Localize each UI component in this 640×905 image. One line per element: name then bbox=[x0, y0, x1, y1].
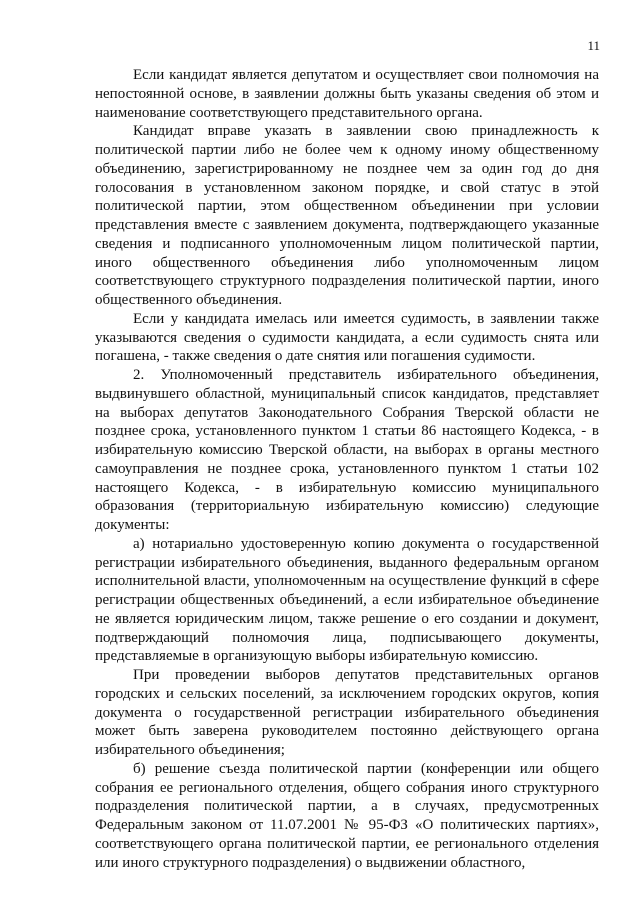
paragraph-item-b: б) решение съезда политической партии (конференции или общего собрания ее регионального отделения, общего собрания иного структурного подразделения политической партии, а в случаях, предусмотренных Федеральным законом от 11.07.2001 № 95-ФЗ «О политических партиях», соответствующего органа политической партии, ее регионального отделения или иного структурного подразделения) о выдвижении областного, bbox=[95, 760, 599, 871]
paragraph-criminal-record: Если у кандидата имелась или имеется судимость, в заявлении также указываются сведения о судимости кандидата, а если судимость снята или погашена, - также сведения о дате снятия или погашения судимости. bbox=[95, 310, 599, 365]
paragraph-item-a: а) нотариально удостоверенную копию документа о государственной регистрации избирательного объединения, выданного федеральным органом исполнительной власти, уполномоченным на осуществление функций в сфере регистрации общественных объединений, а если избирательное объединение не является юридическим лицом, также решение о его создании и документ, подтверждающий полномочия лица, подписывающего документы, представляемые в организующую выборы избирательную комиссию. bbox=[95, 535, 599, 665]
page-number: 11 bbox=[587, 38, 600, 53]
paragraph-deputy-status: Если кандидат является депутатом и осуществляет свои полномочия на непостоянной основе, в заявлении должны быть указаны сведения об этом и наименование соответствующего представительного органа. bbox=[95, 67, 599, 121]
document-body bbox=[95, 66, 599, 872]
paragraph-item-2: 2. Уполномоченный представитель избирательного объединения, выдвинувшего областной, муниципальный список кандидатов, представляет на выборах депутатов Законодательного Собрания Тверской области не позднее срока, установленного пунктом 1 статьи 86 настоящего Кодекса, - в избирательную комиссию Тверской области, на выборах в органы местного самоуправления не позднее срока, установленного пунктом 1 статьи 102 настоящего Кодекса, - в избирательную комиссию муниципального образования (территориальную избирательную комиссию) следующие документы: bbox=[95, 367, 599, 533]
paragraph-settlement-elections: При проведении выборов депутатов представительных органов городских и сельских поселений, за исключением городских округов, копия документа о государственной регистрации избирательного объединения может быть заверена руководителем постоянно действующего органа избирательного объединения; bbox=[95, 667, 599, 758]
paragraph-party-affiliation: Кандидат вправе указать в заявлении свою принадлежность к политической партии либо не более чем к одному иному общественному объединению, зарегистрированному не позднее чем за один год до дня голосования в установленном законом порядке, и свой статус в этой политической партии, этом общественном объединении при условии представления вместе с заявлением документа, подтверждающего указанные сведения и подписанного уполномоченным лицом политической партии, иного общественного объединения либо уполномоченным лицом соответствующего структурного подразделения политической партии, иного общественного объединения. bbox=[95, 123, 599, 308]
